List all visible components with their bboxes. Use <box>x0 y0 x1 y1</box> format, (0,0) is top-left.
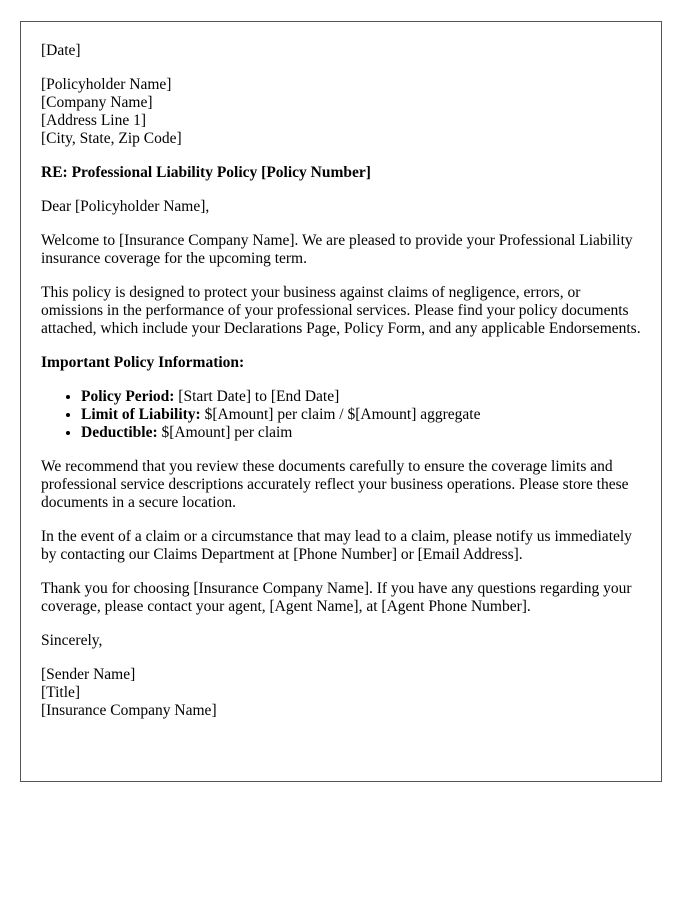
signature-block <box>41 666 641 720</box>
policy-info-heading: Important Policy Information: <box>41 354 245 371</box>
letter-subject: RE: Professional Liability Policy [Policy Number] <box>41 164 371 181</box>
recipient-city-state-zip: [City, State, Zip Code] <box>41 130 182 147</box>
sender-name: [Sender Name] <box>41 666 136 683</box>
list-item-deductible <box>81 424 641 442</box>
paragraph-thanks: Thank you for choosing [Insurance Company Name]. If you have any questions regarding your coverage, please contact your agent, [Agent Name], at [Agent Phone Number]. <box>41 580 632 615</box>
paragraph-purpose: This policy is designed to protect your business against claims of negligence, errors, or omissions in the performance of your professional services. Please find your policy documents attached, which include your Declarations Page, Policy Form, and any applicable Endorsements. <box>41 284 641 337</box>
list-item-label: Policy Period: <box>81 388 175 405</box>
recipient-name: [Policyholder Name] <box>41 76 172 93</box>
list-item-label: Limit of Liability: <box>81 406 201 423</box>
list-item-value: [Start Date] to [End Date] <box>174 388 340 405</box>
list-item-value: $[Amount] per claim / $[Amount] aggregate <box>200 406 481 423</box>
list-item-value: $[Amount] per claim <box>157 424 293 441</box>
letter-date: [Date] <box>41 42 81 59</box>
letter-salutation: Dear [Policyholder Name], <box>41 198 210 215</box>
list-item-label: Deductible: <box>81 424 158 441</box>
letter-document <box>20 21 662 782</box>
recipient-address-block <box>41 76 641 148</box>
policy-info-list <box>41 388 641 442</box>
list-item-limit-of-liability <box>81 406 641 424</box>
letter-closing: Sincerely, <box>41 632 103 649</box>
recipient-address-line-1: [Address Line 1] <box>41 112 147 129</box>
paragraph-review: We recommend that you review these documents carefully to ensure the coverage limits and professional service descriptions accurately reflect your business operations. Please store these documents in a secure location. <box>41 458 629 511</box>
paragraph-claims: In the event of a claim or a circumstance that may lead to a claim, please notify us immediately by contacting our Claims Department at [Phone Number] or [Email Address]. <box>41 528 632 563</box>
paragraph-welcome: Welcome to [Insurance Company Name]. We are pleased to provide your Professional Liability insurance coverage for the upcoming term. <box>41 232 633 267</box>
sender-title: [Title] <box>41 684 81 701</box>
recipient-company: [Company Name] <box>41 94 153 111</box>
sender-company: [Insurance Company Name] <box>41 702 217 719</box>
list-item-policy-period <box>81 388 641 406</box>
